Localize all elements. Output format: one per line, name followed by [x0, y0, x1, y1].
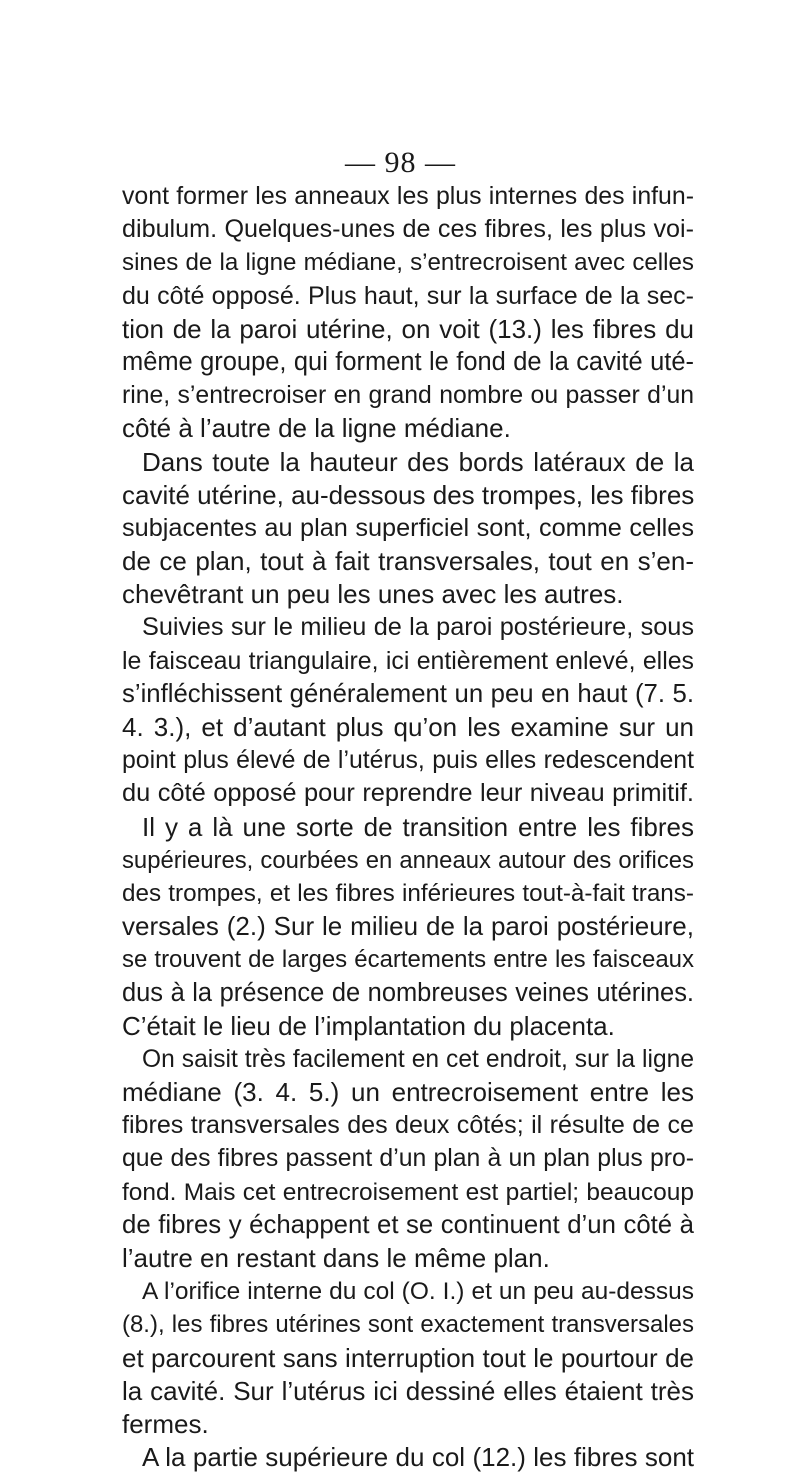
- text-line: la cavité. Sur l’utérus ici dessiné elles étaient très: [122, 1375, 694, 1406]
- text-line: de fibres y échappent et se continuent d’un côté à: [122, 1210, 694, 1239]
- text-line: A l’orifice interne du col (O. I.) et un peu au-dessus: [142, 1278, 694, 1306]
- text-line: dibulum. Quelques-unes de ces fibres, les plus voi-: [122, 215, 694, 244]
- text-line: du côté opposé. Plus haut, sur la surface de la sec-: [122, 281, 694, 310]
- text-line: le faisceau triangulaire, ici entièrement enlevé, elles: [122, 646, 694, 675]
- text-line: cavité utérine, au-dessous des trompes, les fibres: [122, 479, 695, 510]
- text-line: fibres transversales des deux côtés; il résulte de ce: [122, 1111, 694, 1140]
- text-line: fermes.: [122, 1408, 209, 1439]
- text-line: s’infléchissent généralement un peu en haut (7. 5.: [122, 679, 694, 708]
- text-line: subjacentes au plan superficiel sont, comme celles: [122, 513, 694, 542]
- text-line: chevêtrant un peu les unes avec les autres.: [122, 579, 624, 610]
- text-line: fond. Mais cet entrecroisement est partiel; beaucoup: [122, 1178, 694, 1206]
- text-line: 4. 3.), et d’autant plus qu’on les examine sur un: [122, 712, 694, 742]
- text-line: C’était le lieu de l’implantation du placenta.: [122, 1010, 615, 1041]
- page-number: — 98 —: [345, 146, 456, 179]
- text-line: dus à la présence de nombreuses veines utérines.: [122, 978, 694, 1007]
- text-line: vont former les anneaux les plus internes des infun-: [122, 182, 694, 210]
- text-line: point plus élevé de l’utérus, puis elles redescendent: [122, 747, 694, 775]
- text-line: versales (2.) Sur le milieu de la paroi postérieure,: [122, 911, 694, 942]
- text-line: côté à l’autre de la ligne médiane.: [122, 413, 511, 444]
- text-line: supérieures, courbées en anneaux autour des orifices: [122, 846, 694, 874]
- text-line: et parcourent sans interruption tout le pourtour de: [122, 1342, 694, 1373]
- text-line: que des fibres passent d’un plan à un plan plus pro-: [122, 1145, 694, 1173]
- text-line: On saisit très facilement en cet endroit, sur la ligne: [142, 1045, 694, 1073]
- text-line: (8.), les fibres utérines sont exactement transversales: [122, 1311, 694, 1339]
- text-line: tion de la paroi utérine, on voit (13.) les fibres du: [122, 313, 694, 344]
- text-line: Dans toute la hauteur des bords latéraux de la: [142, 446, 694, 477]
- text-line: Suivies sur le milieu de la paroi postérieure, sous: [142, 613, 694, 642]
- text-line: A la partie supérieure du col (12.) les fibres sont: [142, 1442, 694, 1473]
- text-line: l’autre en restant dans le même plan.: [122, 1243, 550, 1273]
- text-line: se trouvent de larges écartements entre les faisceaux: [122, 946, 694, 974]
- text-line: de ce plan, tout à fait transversales, tout en s’en-: [122, 546, 694, 577]
- text-line: rine, s’entrecroiser en grand nombre ou passer d’un: [122, 382, 694, 410]
- text-line: des trompes, et les fibres inférieures tout-à-fait trans-: [122, 879, 694, 907]
- body-text: [122, 180, 694, 1474]
- text-line: Il y a là une sorte de transition entre les fibres: [142, 811, 694, 842]
- text-line: du côté opposé pour reprendre leur niveau primitif.: [122, 779, 694, 808]
- text-line: sines de la ligne médiane, s’entrecroisent avec celles: [122, 249, 694, 277]
- text-line: médiane (3. 4. 5.) un entrecroisement entre les: [122, 1077, 694, 1108]
- text-line: même groupe, qui forment le fond de la cavité uté-: [122, 347, 694, 376]
